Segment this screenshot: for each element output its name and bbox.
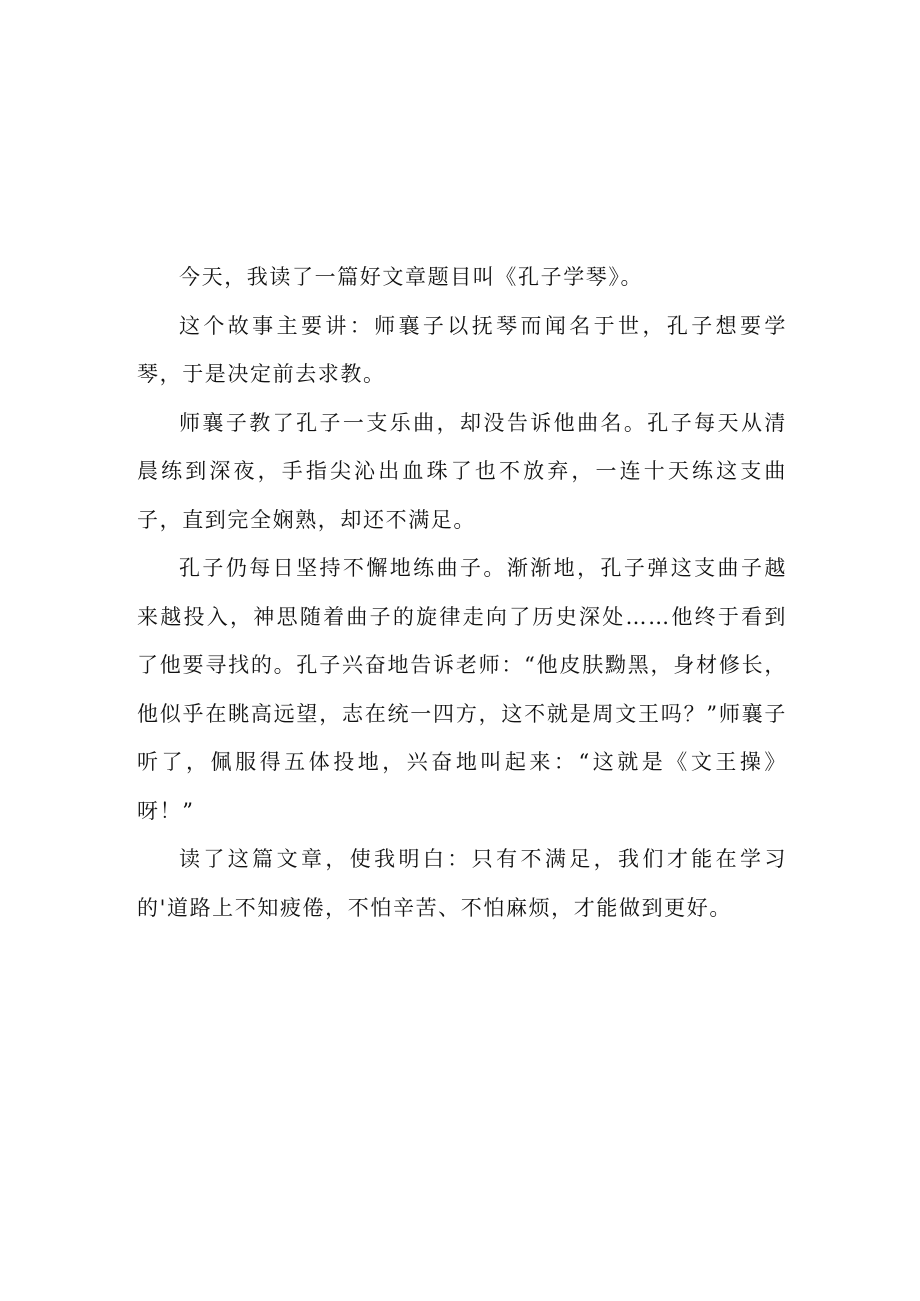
paragraph-conclusion: 读了这篇文章，使我明白：只有不满足，我们才能在学习的'道路上不知疲倦，不怕辛苦、不怕麻烦，才能做到更好。 <box>137 847 787 920</box>
paragraph-insight: 孔子仍每日坚持不懈地练曲子。渐渐地，孔子弹这支曲子越来越投入，神思随着曲子的旋律走向了历史深处……他终于看到了他要寻找的。孔子兴奋地告诉老师：“他皮肤黝黑，身材修长，他似乎在眺高远望，志在统一四方，这不就是周文王吗？”师襄子听了，佩服得五体投地，兴奋地叫起来：“这就是《文王操》呀！” <box>137 556 787 823</box>
paragraph-story-summary: 这个故事主要讲：师襄子以抚琴而闻名于世，孔子想要学琴，于是决定前去求教。 <box>137 313 787 386</box>
essay-body <box>137 253 787 932</box>
paragraph-practice: 师襄子教了孔子一支乐曲，却没告诉他曲名。孔子每天从清晨练到深夜，手指尖沁出血珠了也不放弃，一连十天练这支曲子，直到完全娴熟，却还不满足。 <box>137 410 787 532</box>
paragraph-intro: 今天，我读了一篇好文章题目叫《孔子学琴》。 <box>179 265 644 289</box>
